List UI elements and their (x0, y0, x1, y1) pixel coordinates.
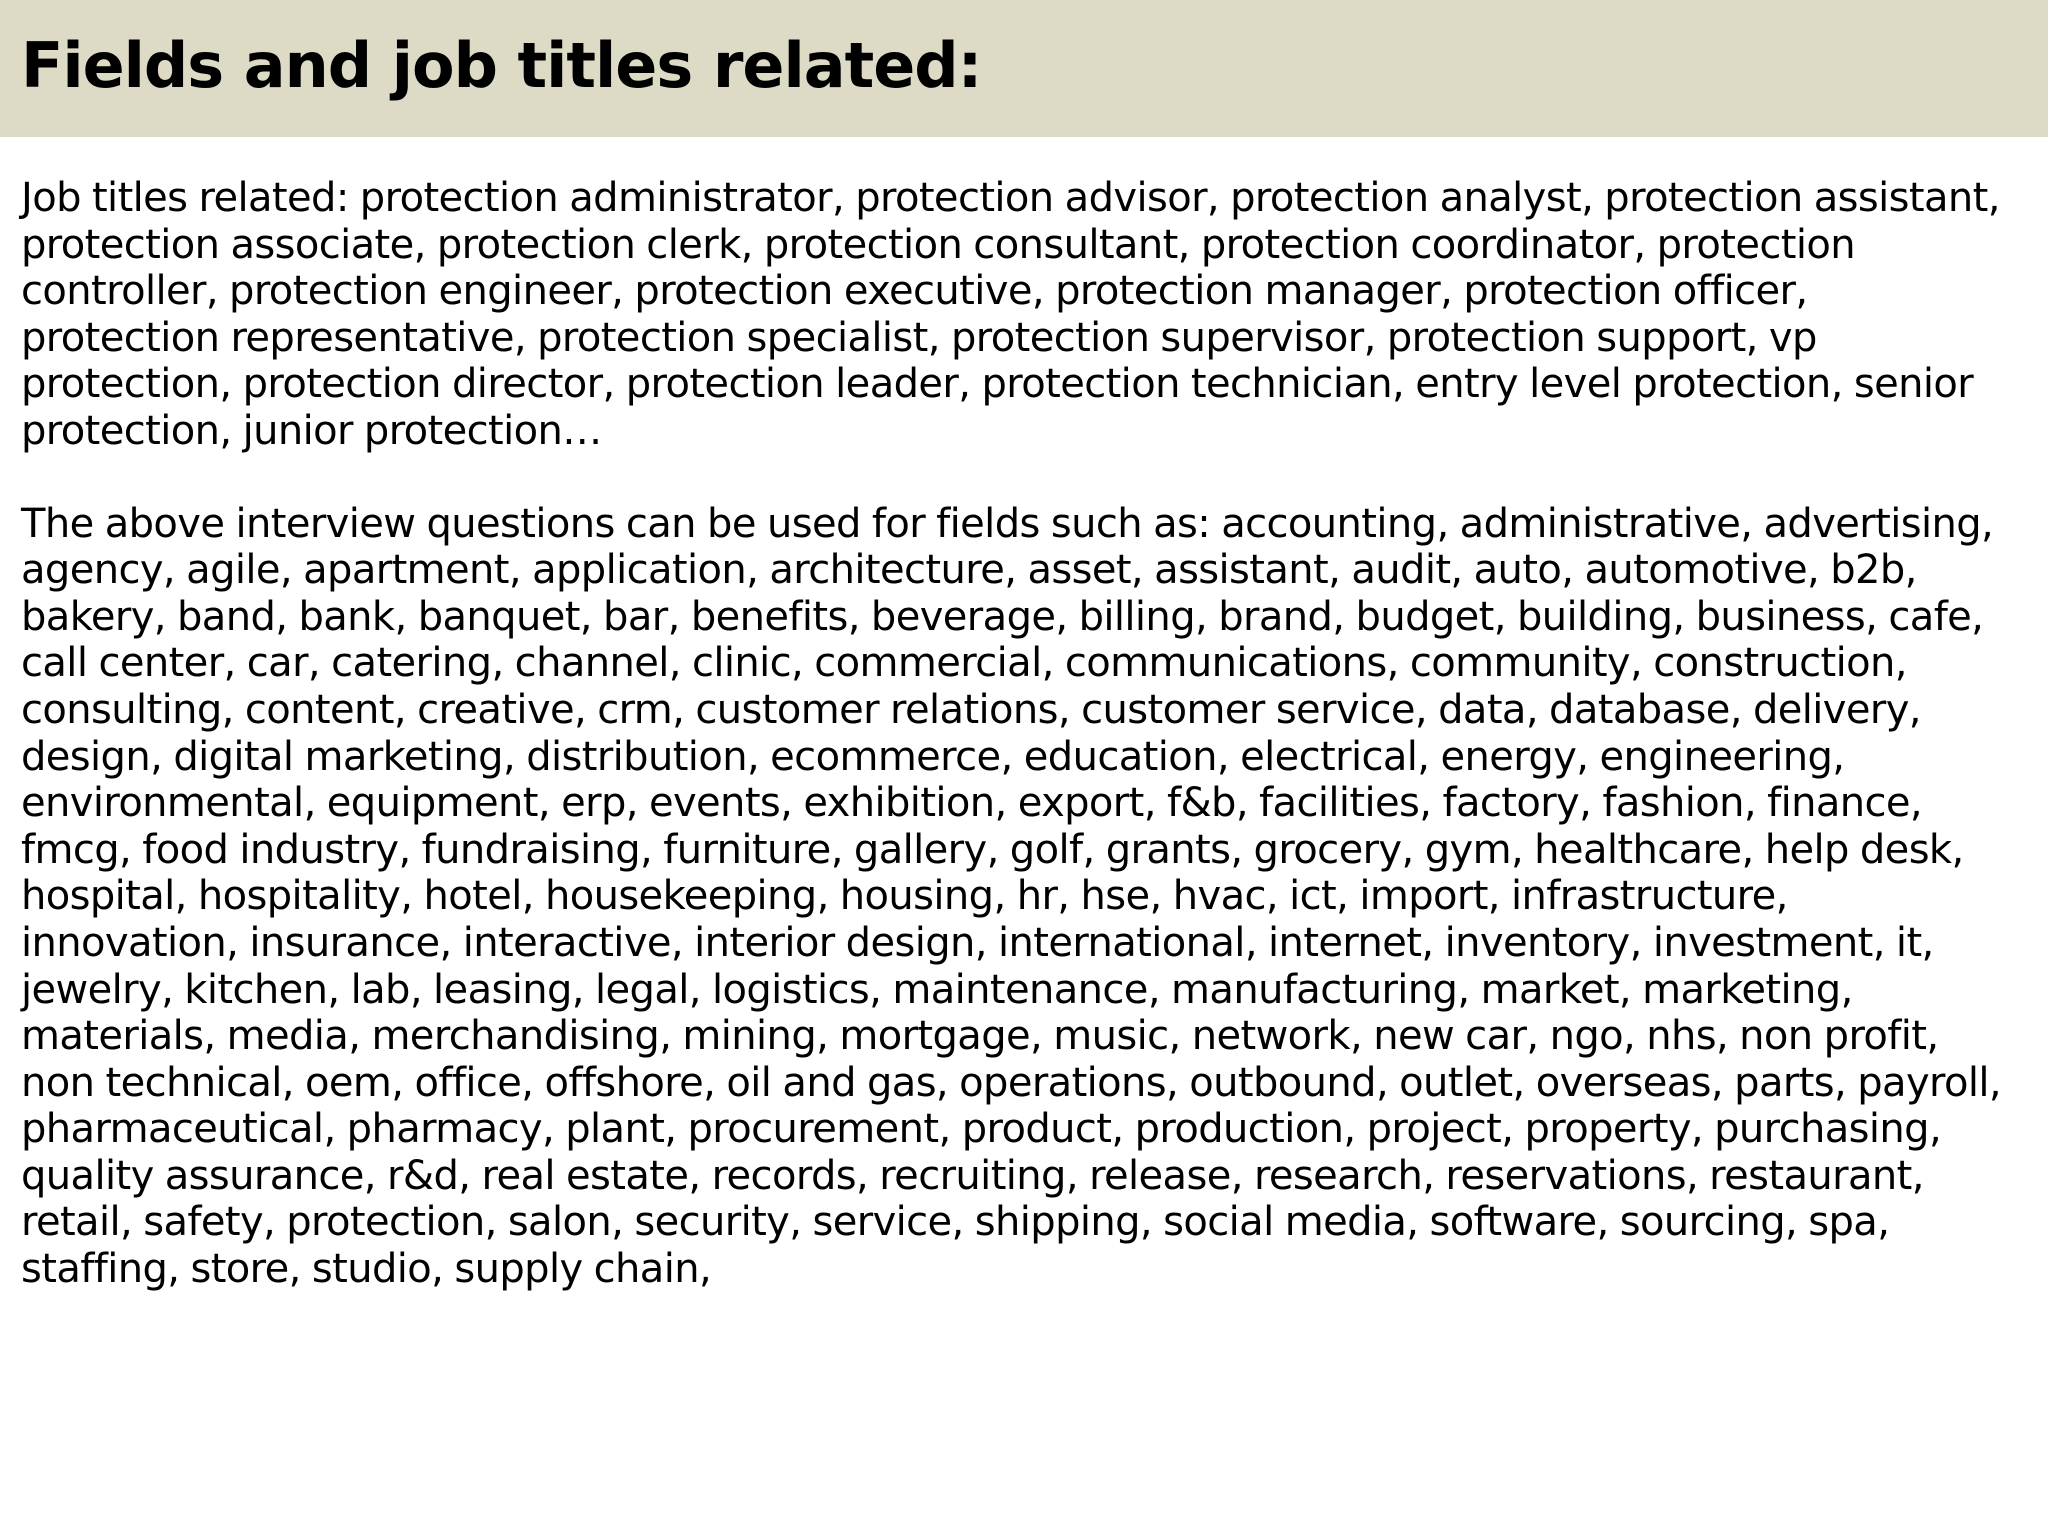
paragraph-line: fmcg, food industry, fundraising, furniture, gallery, golf, grants, grocery, gym, healthcare, help desk, (21, 826, 1964, 873)
paragraph-line: retail, safety, protection, salon, security, service, shipping, social media, software, sourcing, spa, (21, 1199, 1890, 1246)
slide-title: Fields and job titles related: (21, 29, 982, 102)
paragraph-line: controller, protection engineer, protection executive, protection manager, protection officer, (21, 268, 1808, 315)
paragraph-line: Job titles related: protection administrator, protection advisor, protection analyst, protection assistant, (21, 175, 2000, 221)
paragraph-line: quality assurance, r&d, real estate, records, recruiting, release, research, reservations, restaurant, (21, 1152, 1924, 1199)
paragraph-line: consulting, content, creative, crm, customer relations, customer service, data, database, delivery, (21, 686, 1921, 733)
paragraph-line: design, digital marketing, distribution, ecommerce, education, electrical, energy, engineering, (21, 733, 1845, 780)
paragraph-line: call center, car, catering, channel, clinic, commercial, communications, community, construction, (21, 640, 1907, 687)
paragraph-line: materials, media, merchandising, mining, mortgage, music, network, new car, ngo, nhs, non profit, (21, 1013, 1939, 1060)
paragraph-line: protection, protection director, protection leader, protection technician, entry level protection, senior (21, 361, 1974, 408)
paragraph-line: staffing, store, studio, supply chain, (21, 1246, 712, 1293)
paragraph-line: non technical, oem, office, offshore, oil and gas, operations, outbound, outlet, overseas, parts, payroll, (21, 1059, 2002, 1106)
paragraph-line: innovation, insurance, interactive, interior design, international, internet, inventory, investment, it, (21, 919, 1934, 966)
paragraph-line: hospital, hospitality, hotel, housekeeping, housing, hr, hse, hvac, ict, import, infrastructure, (21, 873, 1788, 920)
paragraph-line: bakery, band, bank, banquet, bar, benefits, beverage, billing, brand, budget, building, business, cafe, (21, 593, 1984, 640)
fields-paragraph (21, 501, 2041, 1293)
paragraph-line: protection, junior protection… (21, 407, 602, 454)
slide-body (21, 175, 2041, 1293)
title-bar (0, 0, 2048, 137)
job-titles-paragraph (21, 175, 2041, 455)
paragraph-line: protection associate, protection clerk, protection consultant, protection coordinator, protection (21, 221, 1855, 268)
paragraph-line: jewelry, kitchen, lab, leasing, legal, logistics, maintenance, manufacturing, market, marketing, (21, 966, 1853, 1013)
paragraph-line: agency, agile, apartment, application, architecture, asset, assistant, audit, auto, automotive, b2b, (21, 547, 1917, 594)
paragraph-line: protection representative, protection specialist, protection supervisor, protection support, vp (21, 314, 1817, 361)
paragraph-line: pharmaceutical, pharmacy, plant, procurement, product, production, project, property, purchasing, (21, 1106, 1942, 1153)
paragraph-line: environmental, equipment, erp, events, exhibition, export, f&b, facilities, factory, fashion, finance, (21, 780, 1923, 827)
paragraph-line: The above interview questions can be used for fields such as: accounting, administrative, advertising, (21, 500, 1994, 547)
